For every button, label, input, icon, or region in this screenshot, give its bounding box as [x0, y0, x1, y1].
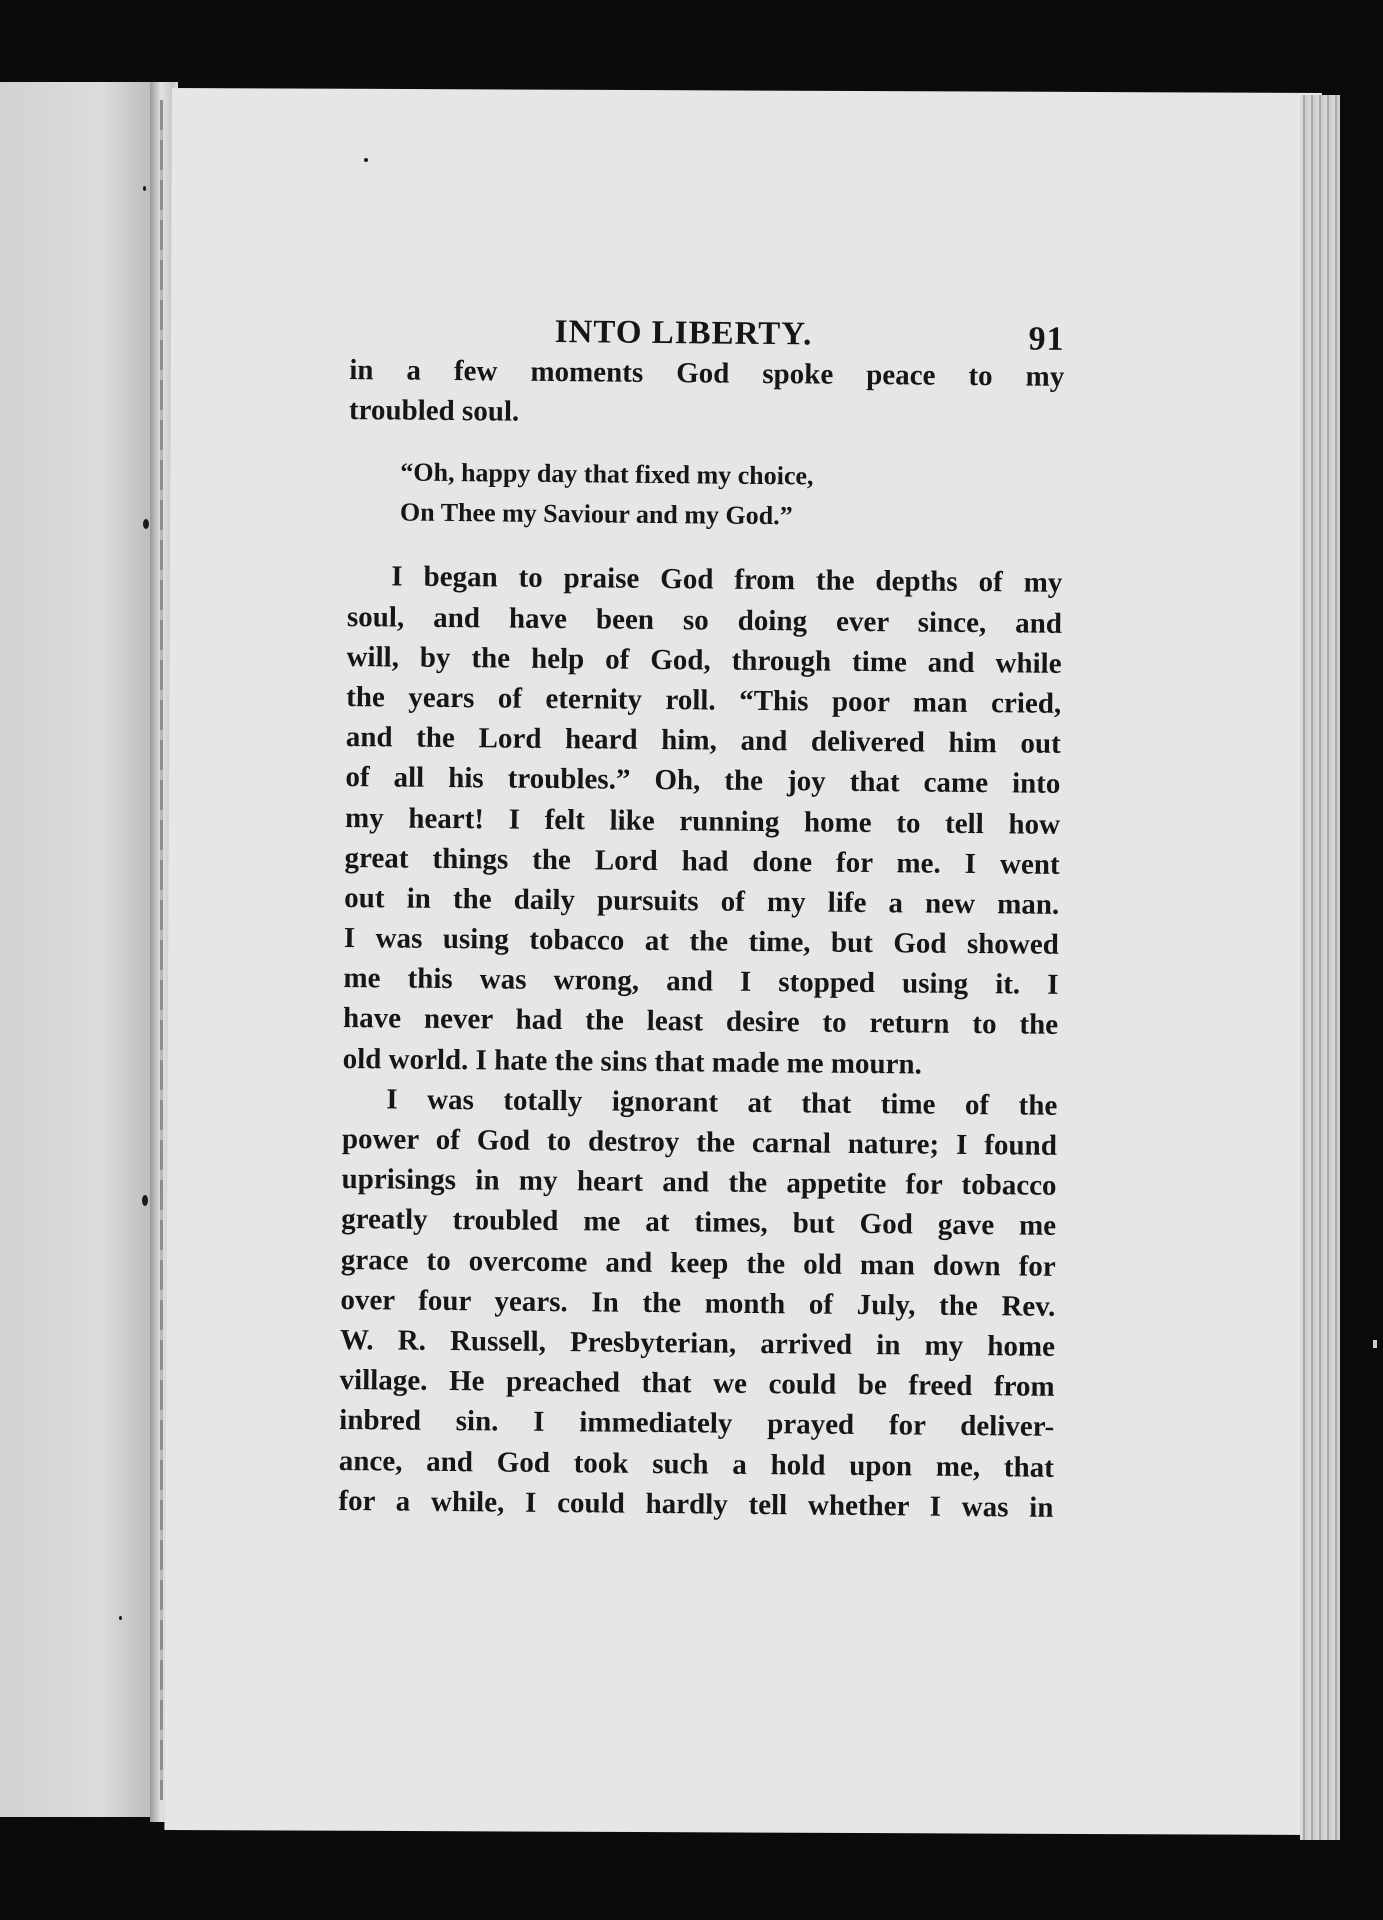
scan-speck — [143, 186, 146, 191]
text-line: ance, and God took such a hold upon me, that — [338, 1444, 1054, 1484]
text-line: I was using tobacco at the time, but God showed — [343, 922, 1059, 961]
text-line: the years of eternity roll. “This poor man cried, — [346, 680, 1062, 720]
text-line: I began to praise God from the depths of my — [391, 560, 1063, 600]
text-line: old world. I hate the sins that made me mourn. — [342, 1042, 923, 1081]
text-line: greatly troubled me at times, but God gave me — [341, 1203, 1057, 1243]
paragraph — [338, 1079, 1057, 1528]
page-number: 91 — [1028, 320, 1065, 358]
scan-speck — [143, 519, 149, 529]
text-line: out in the daily pursuits of my life a new man. — [344, 881, 1060, 921]
text-line: W. R. Russell, Presbyterian, arrived in my home — [339, 1323, 1056, 1363]
text-line: soul, and have been so doing ever since, and — [346, 600, 1063, 640]
scan-speck — [142, 1195, 148, 1206]
running-head — [350, 300, 1065, 357]
text-line: of all his troubles.” Oh, the joy that came into — [345, 761, 1061, 801]
text-line: troubled soul. — [348, 394, 520, 428]
gutter-shadow-line — [160, 100, 163, 1800]
text-line: my heart! I felt like running home to tell how — [344, 801, 1061, 841]
hymn-quote — [400, 453, 1064, 539]
paragraph — [343, 556, 1063, 1085]
text-line: over four years. In the month of July, the Rev. — [340, 1283, 1056, 1323]
page-text — [338, 300, 1065, 1528]
page-stack-edge — [1300, 95, 1340, 1840]
text-line: village. He preached that we could be freed from — [339, 1364, 1055, 1403]
text-line: will, by the help of God, through time and while — [346, 640, 1062, 680]
verse-line: On Thee my Saviour and my God.” — [399, 497, 793, 531]
continued-paragraph — [349, 350, 1065, 437]
scan-blemish — [1373, 1340, 1377, 1348]
text-line: me this was wrong, and I stopped using it. I — [343, 962, 1059, 1002]
text-line: grace to overcome and keep the old man down for — [340, 1243, 1056, 1283]
verse-line: “Oh, happy day that fixed my choice, — [400, 457, 814, 491]
running-title: INTO LIBERTY. — [554, 313, 813, 353]
text-line: inbred sin. I immediately prayed for deliver- — [339, 1404, 1055, 1444]
text-line: have never had the least desire to return to the — [342, 1002, 1059, 1042]
text-line: in a few moments God spoke peace to my — [349, 353, 1065, 393]
scan-speck — [364, 158, 368, 162]
text-line: for a while, I could hardly tell whether I was in — [338, 1484, 1054, 1524]
scan-speck — [119, 1616, 122, 1620]
text-line: power of God to destroy the carnal nature; I found — [341, 1122, 1058, 1162]
text-line: and the Lord heard him, and delivered him out — [345, 721, 1061, 760]
text-line: great things the Lord had done for me. I went — [344, 841, 1060, 881]
text-line: I was totally ignorant at that time of the — [386, 1083, 1058, 1122]
left-page-edge — [0, 82, 168, 1817]
text-line: uprisings in my heart and the appetite for tobacco — [341, 1163, 1057, 1203]
